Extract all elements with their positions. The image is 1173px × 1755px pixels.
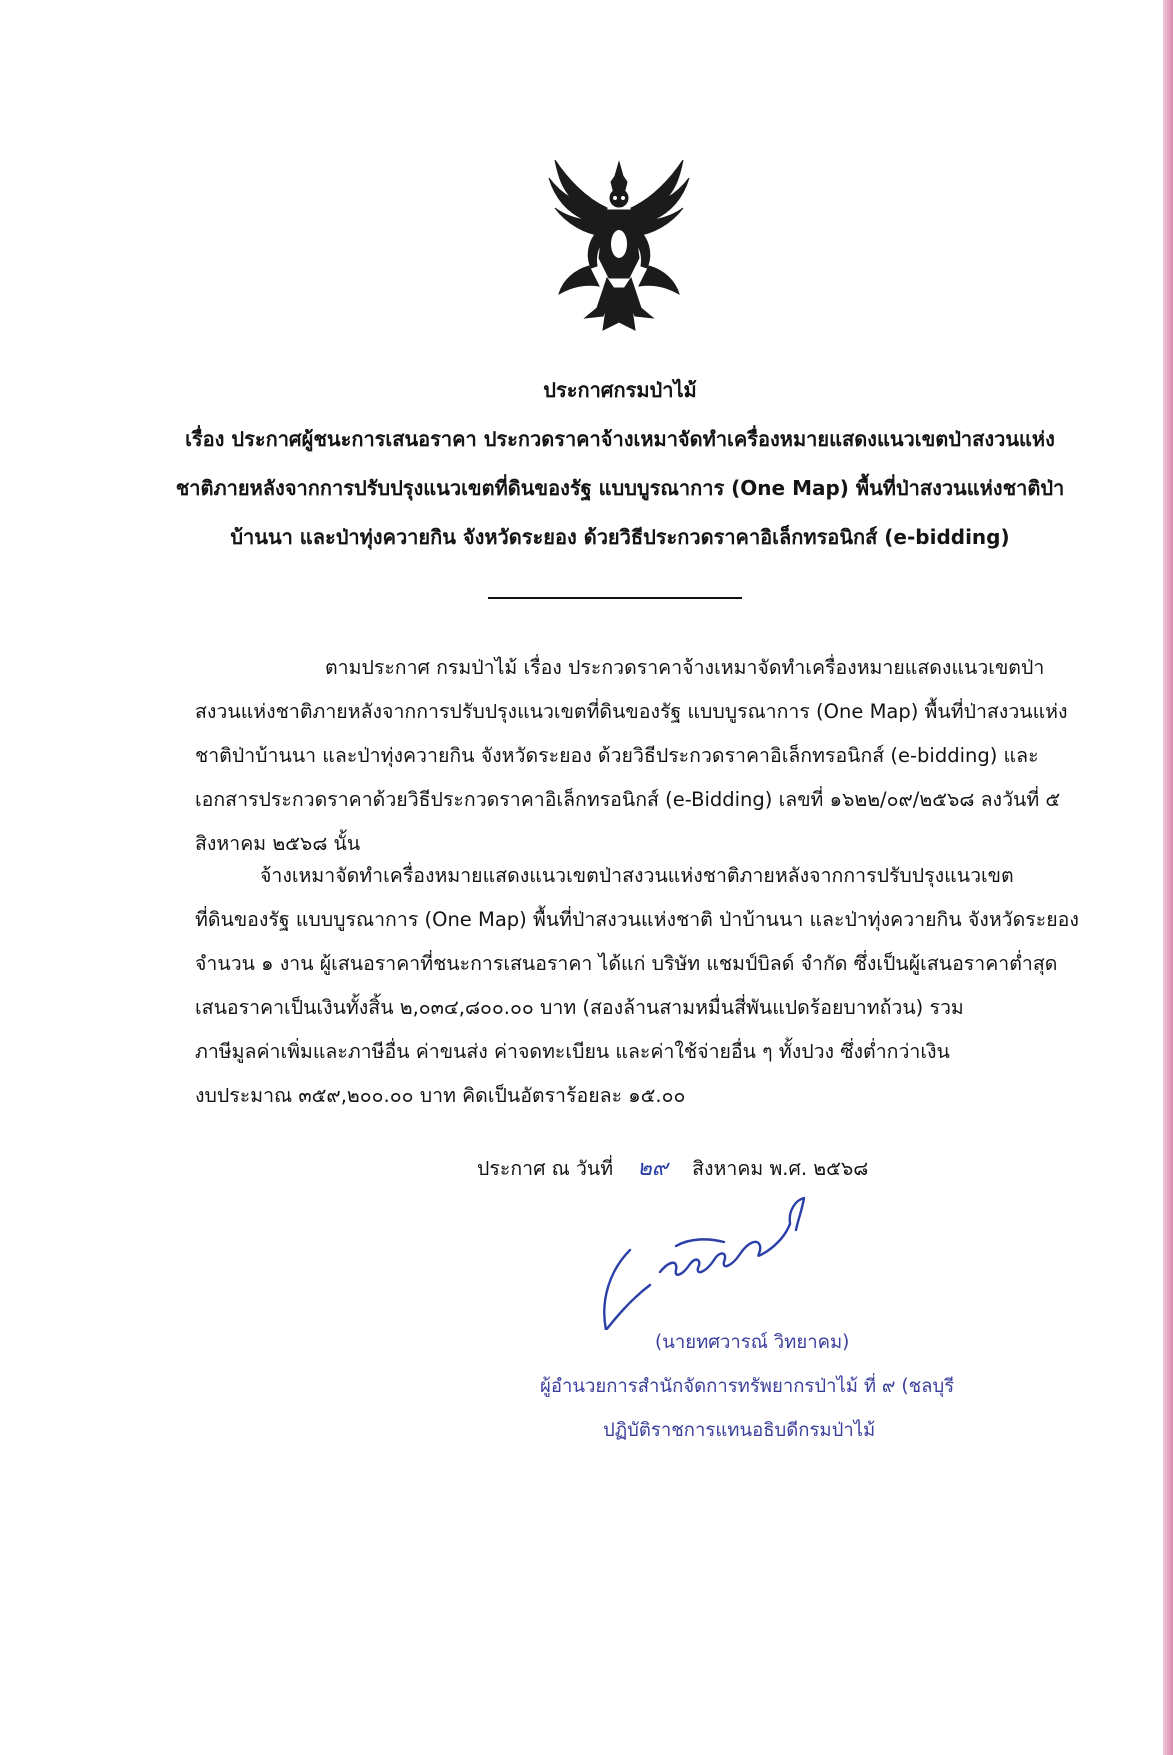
paragraph1-line-4: เอกสารประกวดราคาด้วยวิธีประกวดราคาอิเล็กทรอนิกส์ (e-Bidding) เลขที่ ๑๖๒๒/๐๙/๒๕๖๘ ลงวันที่ ๕ [195, 788, 1061, 811]
subject-line-3: บ้านนา และป่าทุ่งควายกิน จังหวัดระยอง ด้วยวิธีประกวดราคาอิเล็กทรอนิกส์ (e-bidding) [230, 525, 1010, 549]
page-edge [1163, 0, 1173, 1755]
garuda-emblem-icon [545, 158, 693, 338]
paragraph2-line-1: จ้างเหมาจัดทำเครื่องหมายแสดงแนวเขตป่าสงวนแห่งชาติภายหลังจากการปรับปรุงแนวเขต [260, 864, 1014, 887]
paragraph1-line-2: สงวนแห่งชาติภายหลังจากการปรับปรุงแนวเขตที่ดินของรัฐ แบบบูรณาการ (One Map) พื้นที่ป่าสงวนแห่ง [195, 700, 1068, 723]
subject-line-2: ชาติภายหลังจากการปรับปรุงแนวเขตที่ดินของรัฐ แบบบูรณาการ (One Map) พื้นที่ป่าสงวนแห่งชาติป่า [175, 476, 1065, 500]
paragraph1-line-3: ชาติป่าบ้านนา และป่าทุ่งควายกิน จังหวัดระยอง ด้วยวิธีประกวดราคาอิเล็กทรอนิกส์ (e-bidding) และ [195, 744, 1039, 767]
signer-position: ผู้อำนวยการสำนักจัดการทรัพยากรป่าไม้ ที่ ๙ (ชลบุรี [540, 1376, 955, 1397]
paragraph2-line-6: งบประมาณ ๓๕๙,๒๐๐.๐๐ บาท คิดเป็นอัตราร้อยละ ๑๕.๐๐ [195, 1084, 686, 1107]
document-heading [120, 366, 1120, 562]
handwritten-signature-icon [590, 1180, 850, 1330]
heading-divider [488, 597, 742, 599]
issuer-title: ประกาศกรมป่าไม้ [543, 378, 697, 402]
paragraph2-line-4: เสนอราคาเป็นเงินทั้งสิ้น ๒,๐๓๔,๘๐๐.๐๐ บาท (สองล้านสามหมื่นสี่พันแปดร้อยบาทถ้วน) รวม [195, 996, 964, 1019]
subject-line-1: เรื่อง ประกาศผู้ชนะการเสนอราคา ประกวดราคาจ้างเหมาจัดทำเครื่องหมายแสดงแนวเขตป่าสงวนแห่ง [185, 427, 1055, 451]
paragraph1-line-1: ตามประกาศ กรมป่าไม้ เรื่อง ประกวดราคาจ้างเหมาจัดทำเครื่องหมายแสดงแนวเขตป่า [325, 656, 1045, 679]
signer-acting: ปฏิบัติราชการแทนอธิบดีกรมป่าไม้ [603, 1420, 876, 1441]
paragraph2-line-2: ที่ดินของรัฐ แบบบูรณาการ (One Map) พื้นที่ป่าสงวนแห่งชาติ ป่าบ้านนา และป่าทุ่งควายกิน จังหวัดระยอง [195, 908, 1079, 931]
dated-month-year: สิงหาคม พ.ศ. ๒๕๖๘ [692, 1157, 869, 1180]
dated-prefix: ประกาศ ณ วันที่ [477, 1157, 614, 1180]
dated-day-handwritten: ๒๙ [637, 1156, 668, 1181]
paragraph1-line-5: สิงหาคม ๒๕๖๘ นั้น [195, 832, 361, 855]
paragraph2-line-5: ภาษีมูลค่าเพิ่มและภาษีอื่น ค่าขนส่ง ค่าจดทะเบียน และค่าใช้จ่ายอื่น ๆ ทั้งปวง ซึ่งต่ำกว่าเงิน [195, 1040, 950, 1063]
paragraph2-line-3: จำนวน ๑ งาน ผู้เสนอราคาที่ชนะการเสนอราคา ได้แก่ บริษัท แชมป์บิลด์ จำกัด ซึ่งเป็นผู้เสนอราคาต่ำสุด [195, 952, 1058, 975]
signer-name: (นายทศวารณ์ วิทยาคม) [655, 1332, 850, 1353]
